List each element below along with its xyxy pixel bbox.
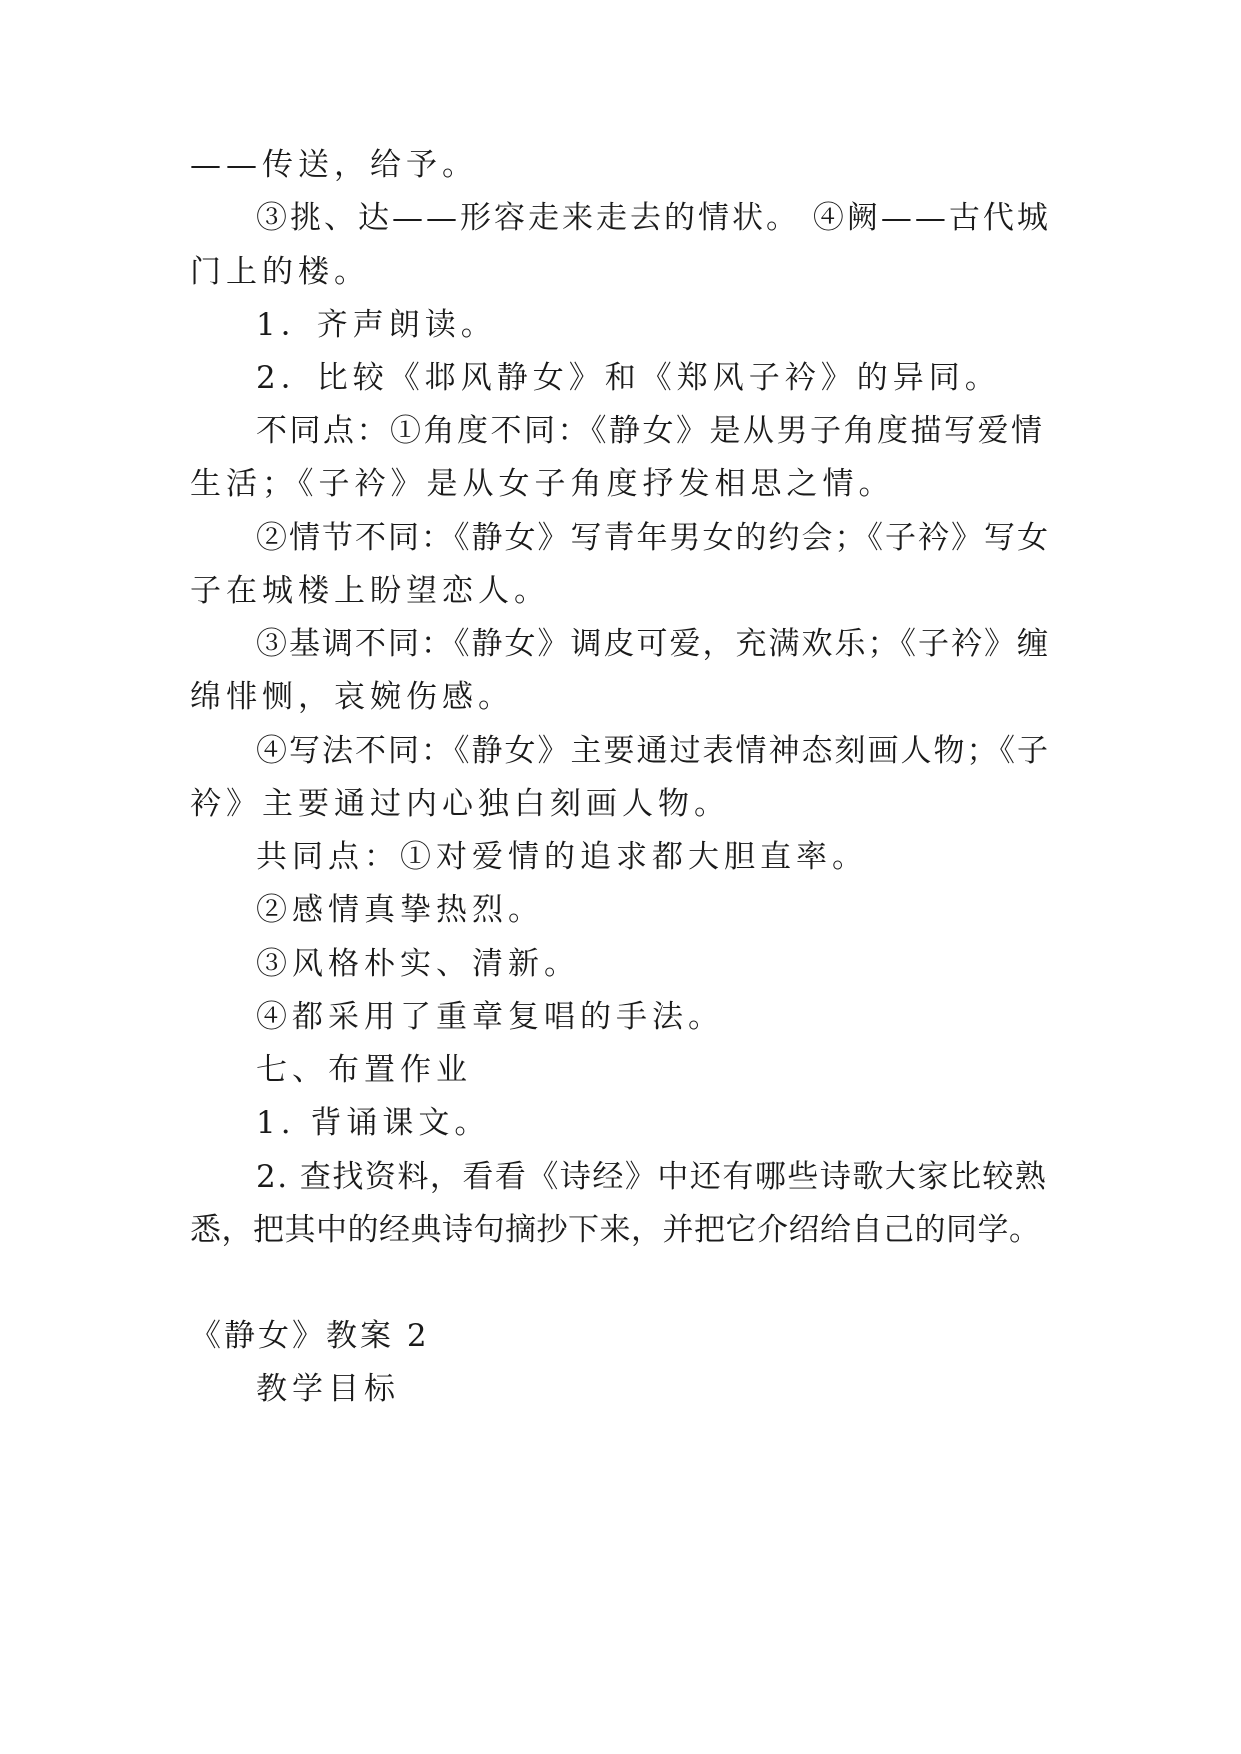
text-line-3: 门上的楼。 bbox=[190, 254, 370, 290]
text-line-20: 2. 查找资料，看看《诗经》中还有哪些诗歌大家比较熟 bbox=[256, 1159, 1048, 1195]
text-line-6: 不同点：①角度不同：《静女》是从男子角度描写爱情 bbox=[256, 413, 1045, 449]
text-line-15: ②感情真挚热烈。 bbox=[256, 892, 544, 928]
text-line-4: 1．齐声朗读。 bbox=[256, 307, 497, 343]
text-line-9: 子在城楼上盼望恋人。 bbox=[190, 573, 550, 609]
section-heading-homework: 七、布置作业 bbox=[256, 1052, 472, 1088]
section-heading-teaching-goals: 教学目标 bbox=[256, 1371, 400, 1407]
text-line-12: ④写法不同：《静女》主要通过表情神态刻画人物；《子 bbox=[256, 733, 1050, 769]
text-line-7: 生活；《子衿》是从女子角度抒发相思之情。 bbox=[190, 466, 895, 502]
text-line-17: ④都采用了重章复唱的手法。 bbox=[256, 999, 724, 1035]
text-line-19: 1. 背诵课文。 bbox=[256, 1105, 491, 1141]
text-line-2: ③挑、达——形容走来走去的情状。 ④阙——古代城 bbox=[256, 200, 1051, 236]
lesson-plan-title: 《静女》教案 2 bbox=[190, 1318, 430, 1354]
text-line-1: ——传送，给予。 bbox=[190, 147, 478, 183]
text-line-21: 悉，把其中的经典诗句摘抄下来，并把它介绍给自己的同学。 bbox=[190, 1212, 1041, 1248]
text-line-10: ③基调不同：《静女》调皮可爱，充满欢乐；《子衿》缠 bbox=[256, 626, 1050, 662]
text-line-14: 共同点：①对爱情的追求都大胆直率。 bbox=[256, 839, 868, 875]
text-line-16: ③风格朴实、清新。 bbox=[256, 946, 580, 982]
text-line-5: 2．比较《邶风静女》和《郑风子衿》的异同。 bbox=[256, 360, 1001, 396]
text-line-8: ②情节不同：《静女》写青年男女的约会；《子衿》写女 bbox=[256, 520, 1050, 556]
text-line-13: 衿》主要通过内心独白刻画人物。 bbox=[190, 786, 730, 822]
text-line-11: 绵悱恻，哀婉伤感。 bbox=[190, 679, 514, 715]
